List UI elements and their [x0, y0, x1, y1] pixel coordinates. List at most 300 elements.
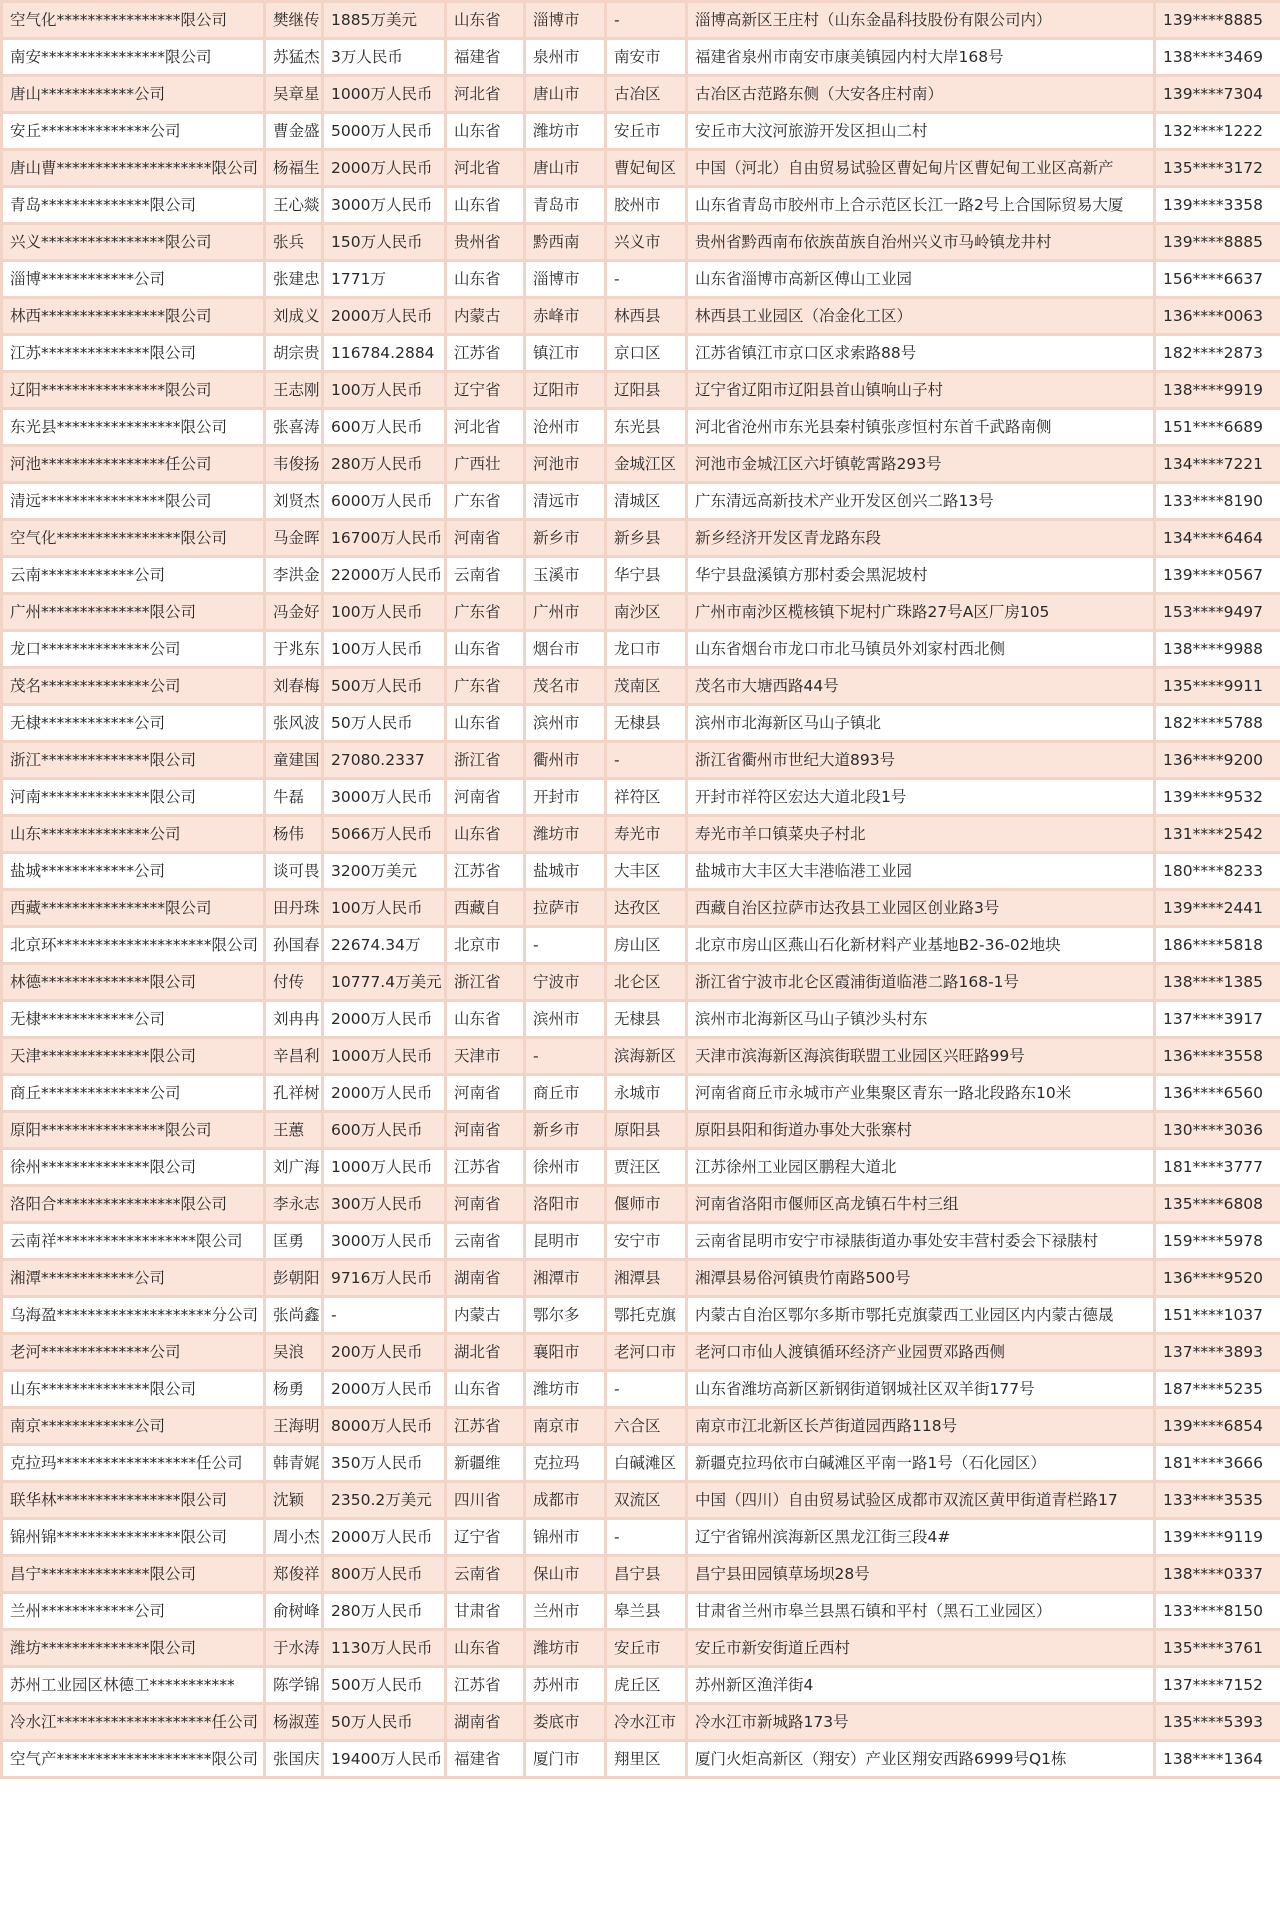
registered-capital-cell: 1130万人民币: [324, 1631, 444, 1665]
table-row: [3, 3, 1280, 37]
district-cell: -: [607, 262, 685, 296]
phone-cell: 135****3761: [1156, 1631, 1280, 1665]
phone-cell: 132****1222: [1156, 114, 1280, 148]
table-row: [3, 854, 1280, 888]
address-cell: 南京市江北新区长芦街道园西路118号: [688, 1409, 1153, 1443]
district-cell: 翔里区: [607, 1742, 685, 1776]
phone-cell: 131****2542: [1156, 817, 1280, 851]
legal-person-cell: 冯金好: [266, 595, 321, 629]
company-name-cell: 辽阳****************限公司: [3, 373, 263, 407]
province-cell: 河南省: [447, 521, 523, 555]
phone-cell: 138****0337: [1156, 1557, 1280, 1591]
registered-capital-cell: 350万人民币: [324, 1446, 444, 1480]
district-cell: 大丰区: [607, 854, 685, 888]
phone-cell: 187****5235: [1156, 1372, 1280, 1406]
address-cell: 华宁县盘溪镇方那村委会黑泥坡村: [688, 558, 1153, 592]
company-name-cell: 南安****************限公司: [3, 40, 263, 74]
province-cell: 浙江省: [447, 743, 523, 777]
legal-person-cell: 郑俊祥: [266, 1557, 321, 1591]
legal-person-cell: 吴章星: [266, 77, 321, 111]
province-cell: 湖北省: [447, 1335, 523, 1369]
address-cell: 中国（河北）自由贸易试验区曹妃甸片区曹妃甸工业区高新产: [688, 151, 1153, 185]
address-cell: 山东省青岛市胶州市上合示范区长江一路2号上合国际贸易大厦: [688, 188, 1153, 222]
address-cell: 滨州市北海新区马山子镇北: [688, 706, 1153, 740]
phone-cell: 133****3535: [1156, 1483, 1280, 1517]
district-cell: 南安市: [607, 40, 685, 74]
address-cell: 原阳县阳和街道办事处大张寨村: [688, 1113, 1153, 1147]
address-cell: 甘肃省兰州市皋兰县黑石镇和平村（黑石工业园区）: [688, 1594, 1153, 1628]
city-cell: 淄博市: [526, 262, 604, 296]
registered-capital-cell: 280万人民币: [324, 447, 444, 481]
company-name-cell: 河池****************任公司: [3, 447, 263, 481]
city-cell: 潍坊市: [526, 1631, 604, 1665]
city-cell: 沧州市: [526, 410, 604, 444]
company-name-cell: 兰州************公司: [3, 1594, 263, 1628]
city-cell: 衢州市: [526, 743, 604, 777]
district-cell: 原阳县: [607, 1113, 685, 1147]
company-name-cell: 龙口**************公司: [3, 632, 263, 666]
table-row: [3, 1557, 1280, 1591]
phone-cell: 139****7304: [1156, 77, 1280, 111]
table-row: [3, 188, 1280, 222]
table-row: [3, 1409, 1280, 1443]
legal-person-cell: 李洪金: [266, 558, 321, 592]
legal-person-cell: 王海明: [266, 1409, 321, 1443]
legal-person-cell: 于兆东: [266, 632, 321, 666]
province-cell: 贵州省: [447, 225, 523, 259]
address-cell: 云南省昆明市安宁市禄脿街道办事处安丰营村委会下禄脿村: [688, 1224, 1153, 1258]
province-cell: 河南省: [447, 1076, 523, 1110]
company-name-cell: 锦州锦****************限公司: [3, 1520, 263, 1554]
province-cell: 山东省: [447, 1002, 523, 1036]
address-cell: 广东清远高新技术产业开发区创兴二路13号: [688, 484, 1153, 518]
province-cell: 山东省: [447, 706, 523, 740]
company-name-cell: 湘潭************公司: [3, 1261, 263, 1295]
city-cell: 清远市: [526, 484, 604, 518]
city-cell: 潍坊市: [526, 114, 604, 148]
legal-person-cell: 田丹珠: [266, 891, 321, 925]
table-row: [3, 965, 1280, 999]
phone-cell: 136****9200: [1156, 743, 1280, 777]
district-cell: 房山区: [607, 928, 685, 962]
province-cell: 山东省: [447, 817, 523, 851]
address-cell: 古冶区古范路东侧（大安各庄村南）: [688, 77, 1153, 111]
registered-capital-cell: 10777.4万美元: [324, 965, 444, 999]
phone-cell: 182****2873: [1156, 336, 1280, 370]
phone-cell: 151****1037: [1156, 1298, 1280, 1332]
city-cell: 娄底市: [526, 1705, 604, 1739]
table-row: [3, 1224, 1280, 1258]
company-name-cell: 空气化****************限公司: [3, 521, 263, 555]
address-cell: 河北省沧州市东光县秦村镇张彦恒村东首千武路南侧: [688, 410, 1153, 444]
address-cell: 新疆克拉玛依市白碱滩区平南一路1号（石化园区）: [688, 1446, 1153, 1480]
company-name-cell: 清远****************限公司: [3, 484, 263, 518]
district-cell: 金城江区: [607, 447, 685, 481]
company-name-cell: 洛阳合****************限公司: [3, 1187, 263, 1221]
city-cell: 保山市: [526, 1557, 604, 1591]
city-cell: -: [526, 928, 604, 962]
registered-capital-cell: 3000万人民币: [324, 780, 444, 814]
city-cell: 新乡市: [526, 521, 604, 555]
city-cell: 鄂尔多: [526, 1298, 604, 1332]
registered-capital-cell: 500万人民币: [324, 669, 444, 703]
registered-capital-cell: 600万人民币: [324, 1113, 444, 1147]
legal-person-cell: 刘冉冉: [266, 1002, 321, 1036]
province-cell: 辽宁省: [447, 373, 523, 407]
phone-cell: 139****8885: [1156, 3, 1280, 37]
province-cell: 辽宁省: [447, 1520, 523, 1554]
legal-person-cell: 杨福生: [266, 151, 321, 185]
city-cell: 滨州市: [526, 1002, 604, 1036]
registered-capital-cell: 1771万: [324, 262, 444, 296]
legal-person-cell: 张建忠: [266, 262, 321, 296]
city-cell: 厦门市: [526, 1742, 604, 1776]
table-row: [3, 1076, 1280, 1110]
phone-cell: 181****3666: [1156, 1446, 1280, 1480]
registered-capital-cell: 300万人民币: [324, 1187, 444, 1221]
company-name-cell: 老河**************公司: [3, 1335, 263, 1369]
legal-person-cell: 沈颖: [266, 1483, 321, 1517]
table-row: [3, 1520, 1280, 1554]
table-row: [3, 1705, 1280, 1739]
registered-capital-cell: 100万人民币: [324, 373, 444, 407]
phone-cell: 139****8885: [1156, 225, 1280, 259]
province-cell: 广东省: [447, 484, 523, 518]
province-cell: 西藏自: [447, 891, 523, 925]
district-cell: 曹妃甸区: [607, 151, 685, 185]
province-cell: 福建省: [447, 1742, 523, 1776]
phone-cell: 151****6689: [1156, 410, 1280, 444]
legal-person-cell: 谈可畏: [266, 854, 321, 888]
legal-person-cell: 杨淑莲: [266, 1705, 321, 1739]
district-cell: 林西县: [607, 299, 685, 333]
registered-capital-cell: 2350.2万美元: [324, 1483, 444, 1517]
province-cell: 河北省: [447, 151, 523, 185]
district-cell: -: [607, 743, 685, 777]
registered-capital-cell: 1000万人民币: [324, 1039, 444, 1073]
province-cell: 江苏省: [447, 1150, 523, 1184]
phone-cell: 139****0567: [1156, 558, 1280, 592]
city-cell: 茂名市: [526, 669, 604, 703]
registered-capital-cell: 8000万人民币: [324, 1409, 444, 1443]
district-cell: -: [607, 1520, 685, 1554]
district-cell: 永城市: [607, 1076, 685, 1110]
province-cell: 江苏省: [447, 1668, 523, 1702]
city-cell: 烟台市: [526, 632, 604, 666]
table-body: [3, 3, 1280, 1776]
address-cell: 老河口市仙人渡镇循环经济产业园贾邓路西侧: [688, 1335, 1153, 1369]
table-row: [3, 928, 1280, 962]
district-cell: 无棣县: [607, 706, 685, 740]
company-name-cell: 联华林****************限公司: [3, 1483, 263, 1517]
table-row: [3, 558, 1280, 592]
company-name-cell: 茂名**************公司: [3, 669, 263, 703]
province-cell: 内蒙古: [447, 299, 523, 333]
table-row: [3, 336, 1280, 370]
legal-person-cell: 杨勇: [266, 1372, 321, 1406]
legal-person-cell: 付传: [266, 965, 321, 999]
company-name-cell: 天津**************限公司: [3, 1039, 263, 1073]
address-cell: 浙江省宁波市北仑区霞浦街道临港二路168-1号: [688, 965, 1153, 999]
table-row: [3, 410, 1280, 444]
table-row: [3, 706, 1280, 740]
registered-capital-cell: 600万人民币: [324, 410, 444, 444]
province-cell: 山东省: [447, 188, 523, 222]
table-row: [3, 1335, 1280, 1369]
district-cell: 北仑区: [607, 965, 685, 999]
district-cell: 安丘市: [607, 114, 685, 148]
legal-person-cell: 陈学锦: [266, 1668, 321, 1702]
company-name-cell: 青岛**************限公司: [3, 188, 263, 222]
city-cell: 滨州市: [526, 706, 604, 740]
registered-capital-cell: 3000万人民币: [324, 188, 444, 222]
city-cell: 辽阳市: [526, 373, 604, 407]
address-cell: 湘潭县易俗河镇贵竹南路500号: [688, 1261, 1153, 1295]
phone-cell: 134****7221: [1156, 447, 1280, 481]
address-cell: 滨州市北海新区马山子镇沙头村东: [688, 1002, 1153, 1036]
company-name-cell: 云南祥******************限公司: [3, 1224, 263, 1258]
address-cell: 西藏自治区拉萨市达孜县工业园区创业路3号: [688, 891, 1153, 925]
district-cell: 祥符区: [607, 780, 685, 814]
province-cell: 河南省: [447, 1113, 523, 1147]
district-cell: 无棣县: [607, 1002, 685, 1036]
phone-cell: 133****8150: [1156, 1594, 1280, 1628]
table-row: [3, 447, 1280, 481]
address-cell: 河南省洛阳市偃师区高龙镇石牛村三组: [688, 1187, 1153, 1221]
district-cell: 双流区: [607, 1483, 685, 1517]
city-cell: 广州市: [526, 595, 604, 629]
province-cell: 广东省: [447, 595, 523, 629]
registered-capital-cell: 800万人民币: [324, 1557, 444, 1591]
registered-capital-cell: 22674.34万: [324, 928, 444, 962]
address-cell: 福建省泉州市南安市康美镇园内村大岸168号: [688, 40, 1153, 74]
legal-person-cell: 辛昌利: [266, 1039, 321, 1073]
province-cell: 山东省: [447, 1631, 523, 1665]
company-name-cell: 淄博************公司: [3, 262, 263, 296]
registered-capital-cell: 27080.2337: [324, 743, 444, 777]
province-cell: 河北省: [447, 410, 523, 444]
legal-person-cell: 张国庆: [266, 1742, 321, 1776]
registered-capital-cell: 16700万人民币: [324, 521, 444, 555]
district-cell: -: [607, 3, 685, 37]
city-cell: 新乡市: [526, 1113, 604, 1147]
table-row: [3, 1187, 1280, 1221]
address-cell: 贵州省黔西南布依族苗族自治州兴义市马岭镇龙井村: [688, 225, 1153, 259]
phone-cell: 136****0063: [1156, 299, 1280, 333]
registered-capital-cell: 2000万人民币: [324, 1002, 444, 1036]
legal-person-cell: 张兵: [266, 225, 321, 259]
company-name-cell: 山东**************限公司: [3, 1372, 263, 1406]
phone-cell: 135****5393: [1156, 1705, 1280, 1739]
company-name-cell: 潍坊**************限公司: [3, 1631, 263, 1665]
province-cell: 河北省: [447, 77, 523, 111]
district-cell: 龙口市: [607, 632, 685, 666]
phone-cell: 133****8190: [1156, 484, 1280, 518]
registered-capital-cell: 100万人民币: [324, 595, 444, 629]
address-cell: 茂名市大塘西路44号: [688, 669, 1153, 703]
registered-capital-cell: 3万人民币: [324, 40, 444, 74]
address-cell: 江苏省镇江市京口区求索路88号: [688, 336, 1153, 370]
company-name-cell: 空气产********************限公司: [3, 1742, 263, 1776]
legal-person-cell: 刘成义: [266, 299, 321, 333]
phone-cell: 159****5978: [1156, 1224, 1280, 1258]
city-cell: -: [526, 1039, 604, 1073]
company-name-cell: 原阳****************限公司: [3, 1113, 263, 1147]
city-cell: 玉溪市: [526, 558, 604, 592]
registered-capital-cell: 50万人民币: [324, 706, 444, 740]
table-row: [3, 1261, 1280, 1295]
table-row: [3, 1483, 1280, 1517]
legal-person-cell: 张喜涛: [266, 410, 321, 444]
legal-person-cell: 王蕙: [266, 1113, 321, 1147]
address-cell: 北京市房山区燕山石化新材料产业基地B2-36-02地块: [688, 928, 1153, 962]
table-row: [3, 1668, 1280, 1702]
phone-cell: 137****3917: [1156, 1002, 1280, 1036]
legal-person-cell: 韦俊扬: [266, 447, 321, 481]
district-cell: 虎丘区: [607, 1668, 685, 1702]
address-cell: 广州市南沙区榄核镇下坭村广珠路27号A区厂房105: [688, 595, 1153, 629]
phone-cell: 139****6854: [1156, 1409, 1280, 1443]
city-cell: 商丘市: [526, 1076, 604, 1110]
company-name-cell: 林德**************限公司: [3, 965, 263, 999]
city-cell: 潍坊市: [526, 1372, 604, 1406]
address-cell: 河池市金城江区六圩镇乾霄路293号: [688, 447, 1153, 481]
district-cell: 古冶区: [607, 77, 685, 111]
province-cell: 山东省: [447, 262, 523, 296]
registered-capital-cell: 1000万人民币: [324, 1150, 444, 1184]
table-row: [3, 484, 1280, 518]
city-cell: 昆明市: [526, 1224, 604, 1258]
company-name-cell: 云南************公司: [3, 558, 263, 592]
phone-cell: 137****3893: [1156, 1335, 1280, 1369]
phone-cell: 139****9119: [1156, 1520, 1280, 1554]
legal-person-cell: 吴浪: [266, 1335, 321, 1369]
district-cell: 茂南区: [607, 669, 685, 703]
legal-person-cell: 童建国: [266, 743, 321, 777]
registered-capital-cell: 3200万美元: [324, 854, 444, 888]
registered-capital-cell: 9716万人民币: [324, 1261, 444, 1295]
legal-person-cell: 李永志: [266, 1187, 321, 1221]
phone-cell: 136****3558: [1156, 1039, 1280, 1073]
province-cell: 河南省: [447, 780, 523, 814]
phone-cell: 135****3172: [1156, 151, 1280, 185]
phone-cell: 139****2441: [1156, 891, 1280, 925]
registered-capital-cell: 2000万人民币: [324, 1076, 444, 1110]
company-name-cell: 唐山曹********************限公司: [3, 151, 263, 185]
legal-person-cell: 王心燚: [266, 188, 321, 222]
province-cell: 福建省: [447, 40, 523, 74]
district-cell: 滨海新区: [607, 1039, 685, 1073]
company-name-cell: 林西****************限公司: [3, 299, 263, 333]
phone-cell: 136****9520: [1156, 1261, 1280, 1295]
district-cell: 贾汪区: [607, 1150, 685, 1184]
district-cell: 安宁市: [607, 1224, 685, 1258]
company-name-cell: 乌海盈********************分公司: [3, 1298, 263, 1332]
company-name-cell: 山东**************公司: [3, 817, 263, 851]
company-name-cell: 无棣************公司: [3, 706, 263, 740]
table-row: [3, 1039, 1280, 1073]
city-cell: 南京市: [526, 1409, 604, 1443]
district-cell: 清城区: [607, 484, 685, 518]
district-cell: 昌宁县: [607, 1557, 685, 1591]
table-row: [3, 1002, 1280, 1036]
province-cell: 湖南省: [447, 1261, 523, 1295]
legal-person-cell: 马金晖: [266, 521, 321, 555]
district-cell: 六合区: [607, 1409, 685, 1443]
table-row: [3, 743, 1280, 777]
district-cell: 辽阳县: [607, 373, 685, 407]
province-cell: 内蒙古: [447, 1298, 523, 1332]
company-name-cell: 无棣************公司: [3, 1002, 263, 1036]
company-name-cell: 空气化****************限公司: [3, 3, 263, 37]
province-cell: 北京市: [447, 928, 523, 962]
company-name-cell: 苏州工业园区林德工***********: [3, 1668, 263, 1702]
address-cell: 寿光市羊口镇菜央子村北: [688, 817, 1153, 851]
address-cell: 山东省烟台市龙口市北马镇员外刘家村西北侧: [688, 632, 1153, 666]
province-cell: 江苏省: [447, 854, 523, 888]
city-cell: 锦州市: [526, 1520, 604, 1554]
province-cell: 河南省: [447, 1187, 523, 1221]
city-cell: 湘潭市: [526, 1261, 604, 1295]
legal-person-cell: 王志刚: [266, 373, 321, 407]
phone-cell: 135****9911: [1156, 669, 1280, 703]
district-cell: 冷水江市: [607, 1705, 685, 1739]
district-cell: 东光县: [607, 410, 685, 444]
city-cell: 开封市: [526, 780, 604, 814]
district-cell: 鄂托克旗: [607, 1298, 685, 1332]
table-row: [3, 780, 1280, 814]
address-cell: 厦门火炬高新区（翔安）产业区翔安西路6999号Q1栋: [688, 1742, 1153, 1776]
registered-capital-cell: 22000万人民币: [324, 558, 444, 592]
phone-cell: 139****3358: [1156, 188, 1280, 222]
city-cell: 黔西南: [526, 225, 604, 259]
legal-person-cell: 刘广海: [266, 1150, 321, 1184]
address-cell: 林西县工业园区（冶金化工区）: [688, 299, 1153, 333]
province-cell: 云南省: [447, 1557, 523, 1591]
district-cell: 南沙区: [607, 595, 685, 629]
province-cell: 江苏省: [447, 1409, 523, 1443]
table-row: [3, 40, 1280, 74]
table-row: [3, 373, 1280, 407]
registered-capital-cell: 2000万人民币: [324, 1372, 444, 1406]
table-row: [3, 225, 1280, 259]
table-row: [3, 1742, 1280, 1776]
address-cell: 冷水江市新城路173号: [688, 1705, 1153, 1739]
district-cell: 胶州市: [607, 188, 685, 222]
city-cell: 唐山市: [526, 151, 604, 185]
city-cell: 徐州市: [526, 1150, 604, 1184]
phone-cell: 156****6637: [1156, 262, 1280, 296]
registered-capital-cell: 5066万人民币: [324, 817, 444, 851]
province-cell: 江苏省: [447, 336, 523, 370]
city-cell: 镇江市: [526, 336, 604, 370]
district-cell: 白碱滩区: [607, 1446, 685, 1480]
company-name-cell: 河南**************限公司: [3, 780, 263, 814]
address-cell: 淄博高新区王庄村（山东金晶科技股份有限公司内）: [688, 3, 1153, 37]
city-cell: 兰州市: [526, 1594, 604, 1628]
table-row: [3, 1446, 1280, 1480]
address-cell: 江苏徐州工业园区鹏程大道北: [688, 1150, 1153, 1184]
legal-person-cell: 张尚鑫: [266, 1298, 321, 1332]
legal-person-cell: 刘春梅: [266, 669, 321, 703]
province-cell: 山东省: [447, 114, 523, 148]
phone-cell: 153****9497: [1156, 595, 1280, 629]
district-cell: 皋兰县: [607, 1594, 685, 1628]
city-cell: 唐山市: [526, 77, 604, 111]
company-name-cell: 商丘**************公司: [3, 1076, 263, 1110]
legal-person-cell: 周小杰: [266, 1520, 321, 1554]
company-name-cell: 兴义****************限公司: [3, 225, 263, 259]
